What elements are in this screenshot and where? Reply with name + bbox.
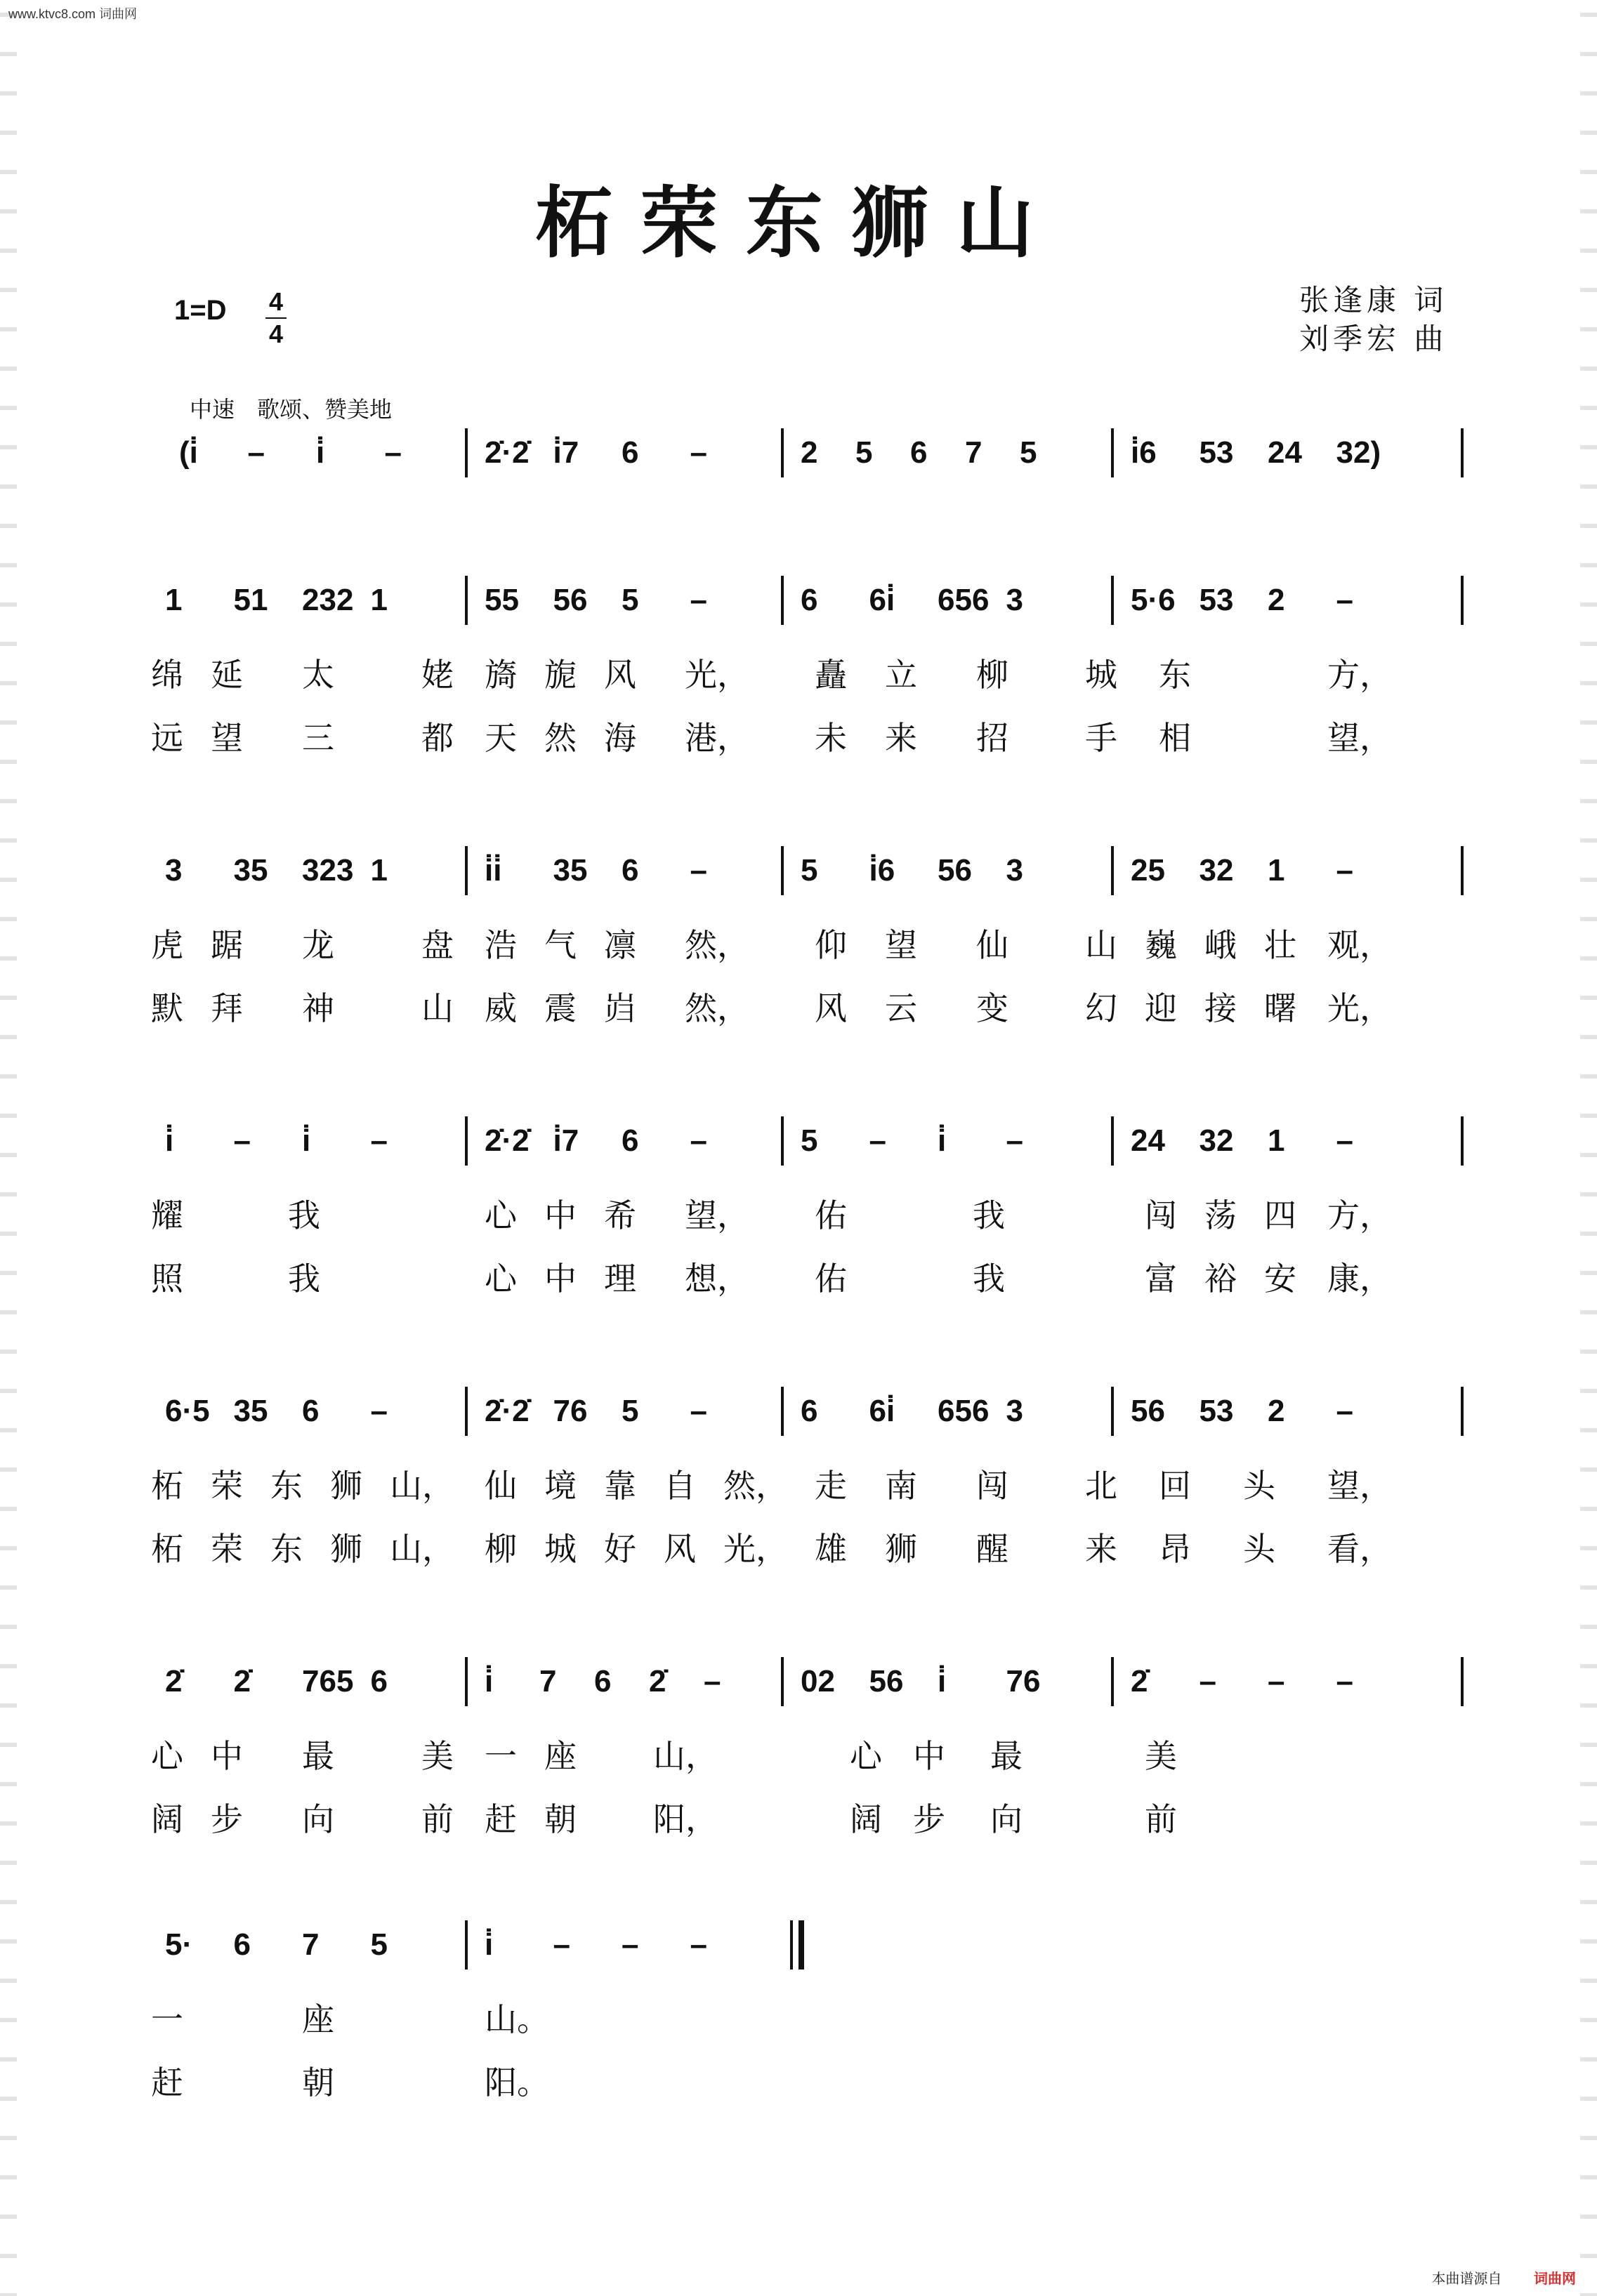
lyric-syllable: 变 [976, 989, 1008, 1027]
barline [1461, 428, 1464, 477]
lyric-syllable: 中 [544, 1260, 577, 1298]
jianpu-note: 56 [553, 583, 588, 617]
lyric-syllable: 耀 [151, 1196, 183, 1234]
jianpu-note: i̇i̇ [485, 853, 502, 888]
jianpu-note: i̇ [938, 1123, 947, 1158]
lyric-syllable: 北 [1085, 1467, 1117, 1505]
jianpu-note: – [622, 1927, 639, 1962]
jianpu-note: 656 [938, 583, 990, 617]
jianpu-note: 6 [302, 1394, 320, 1428]
jianpu-note: 3 [1006, 583, 1023, 617]
jianpu-note: – [1336, 583, 1353, 617]
lyric-syllable: 荣 [211, 1467, 243, 1505]
jianpu-note: – [233, 1123, 251, 1158]
barline [1461, 1387, 1464, 1436]
lyric-syllable: 拜 [211, 989, 243, 1027]
barline [781, 1116, 784, 1166]
page-footer [1431, 2267, 1576, 2288]
jianpu-note: i̇7 [553, 1123, 579, 1158]
jianpu-note: i̇ [165, 1123, 174, 1158]
footer-brand: 词曲网 [1534, 2271, 1576, 2287]
barline [465, 1920, 468, 1970]
lyric-syllable: 阳， [653, 1800, 718, 1838]
lyric-syllable: 向 [990, 1800, 1023, 1838]
lyric-syllable: 走 [815, 1467, 847, 1505]
jianpu-note: 2̇ [649, 1664, 666, 1698]
barline [465, 1657, 468, 1706]
lyric-syllable: 我 [973, 1260, 1005, 1298]
jianpu-note: 6·5 [165, 1394, 210, 1428]
lyric-syllable: 步 [211, 1800, 243, 1838]
jianpu-note: – [1336, 1123, 1353, 1158]
barline [781, 428, 784, 477]
lyric-syllable: 来 [885, 719, 917, 757]
jianpu-note: – [690, 853, 707, 888]
lyric-syllable: 我 [288, 1196, 320, 1234]
jianpu-note: 5 [1020, 435, 1037, 470]
barline [1111, 846, 1114, 895]
lyric-syllable: 想， [685, 1260, 749, 1298]
jianpu-note: 56 [869, 1664, 904, 1698]
lyric-syllable: 昂 [1159, 1530, 1191, 1568]
lyric-syllable: 前 [1145, 1800, 1177, 1838]
jianpu-note: 3 [1006, 853, 1023, 888]
lyric-syllable: 威 [485, 989, 517, 1027]
lyric-syllable: 光， [723, 1530, 788, 1568]
lyric-syllable: 回 [1159, 1467, 1191, 1505]
jianpu-note: 323 [302, 853, 354, 888]
lyric-syllable: 峨 [1204, 926, 1237, 964]
lyric-syllable: 靠 [604, 1467, 636, 1505]
lyric-syllable: 闯 [976, 1467, 1008, 1505]
jianpu-note: i̇6 [869, 853, 895, 888]
jianpu-note: 5·6 [1131, 583, 1176, 617]
jianpu-note: – [384, 435, 402, 470]
jianpu-note: 25 [1131, 853, 1165, 888]
jianpu-note: 6 [370, 1664, 388, 1698]
lyric-syllable: 接 [1204, 989, 1237, 1027]
lyric-syllable: 一 [485, 1737, 517, 1775]
barline [1461, 1657, 1464, 1706]
lyric-syllable: 旖 [485, 656, 517, 694]
lyric-syllable: 阔 [151, 1800, 183, 1838]
site-watermark: www.ktvc8.com 词曲网 [8, 7, 138, 21]
lyric-syllable: 佑 [815, 1260, 847, 1298]
jianpu-note: 5 [855, 435, 873, 470]
jianpu-note: – [690, 1927, 707, 1962]
lyric-syllable: 天 [485, 719, 517, 757]
lyric-syllable: 心 [151, 1737, 183, 1775]
time-signature-top: 4 [268, 287, 284, 316]
jianpu-note: 2̇·2̇ [485, 1123, 530, 1158]
lyric-syllable: 手 [1085, 719, 1117, 757]
lyric-syllable: 境 [544, 1467, 577, 1505]
jianpu-note: 76 [553, 1394, 588, 1428]
lyric-syllable: 城 [1085, 656, 1117, 694]
jianpu-note: 24 [1268, 435, 1302, 470]
jianpu-note: 1 [1268, 1123, 1285, 1158]
jianpu-note: – [1268, 1664, 1285, 1698]
jianpu-note: 1 [165, 583, 183, 617]
jianpu-note: i̇ [485, 1664, 494, 1698]
lyric-syllable: 太 [302, 656, 334, 694]
lyric-syllable: 最 [302, 1737, 334, 1775]
lyric-syllable: 望， [1327, 1467, 1392, 1505]
lyric-syllable: 阳。 [485, 2064, 549, 2102]
jianpu-note: i̇ [485, 1927, 494, 1962]
jianpu-note: 6 [801, 1394, 818, 1428]
lyric-syllable: 雄 [815, 1530, 847, 1568]
lyric-syllable: 然 [544, 719, 577, 757]
lyric-syllable: 招 [976, 719, 1008, 757]
jianpu-note: i̇ [316, 435, 325, 470]
barline [1461, 1116, 1464, 1166]
jianpu-note: 51 [233, 583, 268, 617]
barline [781, 1387, 784, 1436]
lyric-syllable: 理 [604, 1260, 636, 1298]
jianpu-note: 5 [622, 583, 639, 617]
lyric-syllable: 凛 [604, 926, 636, 964]
jianpu-note: 6i̇ [869, 1394, 895, 1428]
jianpu-note: – [704, 1664, 721, 1698]
barline [465, 576, 468, 625]
lyric-syllable: 仙 [976, 926, 1008, 964]
barline [1111, 1657, 1114, 1706]
jianpu-note: – [553, 1927, 570, 1962]
jianpu-note: 53 [1199, 1394, 1234, 1428]
lyric-syllable: 默 [151, 989, 183, 1027]
lyric-syllable: 立 [885, 656, 917, 694]
lyricist-credit: 张逢康 词 [1299, 283, 1448, 317]
lyric-syllable: 风 [604, 656, 636, 694]
lyric-syllable: 富 [1145, 1260, 1177, 1298]
lyric-syllable: 望 [885, 926, 917, 964]
lyric-syllable: 望 [211, 719, 243, 757]
lyric-syllable: 荡 [1204, 1196, 1237, 1234]
lyric-syllable: 然， [723, 1467, 788, 1505]
barline [1111, 1387, 1114, 1436]
left-border-pattern [0, 0, 17, 2296]
lyric-syllable: 仙 [485, 1467, 517, 1505]
lyric-syllable: 然， [685, 989, 749, 1027]
lyric-syllable: 东 [1159, 656, 1191, 694]
jianpu-note: 6 [594, 1664, 612, 1698]
lyric-syllable: 朝 [544, 1800, 577, 1838]
barline [781, 576, 784, 625]
lyric-syllable: 巍 [1145, 926, 1177, 964]
jianpu-note: 53 [1199, 583, 1234, 617]
lyric-syllable: 光， [685, 656, 749, 694]
lyric-syllable: 头 [1243, 1467, 1275, 1505]
lyric-syllable: 岿 [604, 989, 636, 1027]
lyric-syllable: 山 [421, 989, 454, 1027]
lyric-syllable: 前 [421, 1800, 454, 1838]
lyric-syllable: 好 [604, 1530, 636, 1568]
jianpu-note: 3 [165, 853, 183, 888]
lyric-syllable: 都 [421, 719, 454, 757]
jianpu-note: 765 [302, 1664, 354, 1698]
lyric-syllable: 云 [885, 989, 917, 1027]
lyric-syllable: 观， [1327, 926, 1392, 964]
jianpu-note: 1 [370, 583, 388, 617]
lyric-syllable: 中 [544, 1196, 577, 1234]
jianpu-note: 2 [1268, 1394, 1285, 1428]
lyric-syllable: 方， [1327, 1196, 1392, 1234]
final-barline [798, 1920, 804, 1970]
lyric-syllable: 心 [485, 1260, 517, 1298]
barline [781, 846, 784, 895]
lyric-syllable: 中 [211, 1737, 243, 1775]
lyric-syllable: 山。 [485, 2000, 549, 2038]
lyric-syllable: 迎 [1145, 989, 1177, 1027]
lyric-syllable: 城 [544, 1530, 577, 1568]
jianpu-note: – [1336, 853, 1353, 888]
jianpu-note: 2 [1268, 583, 1285, 617]
jianpu-note: 2̇ [1131, 1664, 1148, 1698]
jianpu-note: 6 [622, 1123, 639, 1158]
jianpu-note: 656 [938, 1394, 990, 1428]
lyric-syllable: 看， [1327, 1530, 1392, 1568]
lyric-syllable: 一 [151, 2000, 183, 2038]
jianpu-note: – [370, 1123, 388, 1158]
lyric-syllable: 安 [1264, 1260, 1296, 1298]
barline [1461, 576, 1464, 625]
jianpu-note: 35 [233, 853, 268, 888]
lyric-syllable: 壮 [1264, 926, 1296, 964]
jianpu-note: 56 [1131, 1394, 1165, 1428]
jianpu-note: 2 [801, 435, 818, 470]
jianpu-note: 6 [622, 853, 639, 888]
jianpu-note: 5 [370, 1927, 388, 1962]
lyric-syllable: 山 [1085, 926, 1117, 964]
lyric-syllable: 望， [685, 1196, 749, 1234]
barline [1111, 1116, 1114, 1166]
jianpu-note: i̇ [302, 1123, 311, 1158]
lyric-syllable: 座 [302, 2000, 334, 2038]
lyric-syllable: 仰 [815, 926, 847, 964]
lyric-syllable: 姥 [421, 656, 454, 694]
lyric-syllable: 延 [211, 656, 243, 694]
lyric-syllable: 望， [1327, 719, 1392, 757]
lyric-syllable: 虎 [151, 926, 183, 964]
jianpu-note: 32 [1199, 1123, 1234, 1158]
jianpu-note: 7 [965, 435, 982, 470]
barline [1111, 576, 1114, 625]
jianpu-note: 7 [539, 1664, 557, 1698]
lyric-syllable: 光， [1327, 989, 1392, 1027]
jianpu-note: – [370, 1394, 388, 1428]
lyric-syllable: 座 [544, 1737, 577, 1775]
lyric-syllable: 醒 [976, 1530, 1008, 1568]
jianpu-note: – [690, 1394, 707, 1428]
lyric-syllable: 盘 [421, 926, 454, 964]
jianpu-note: 232 [302, 583, 354, 617]
barline [790, 1920, 793, 1970]
lyric-syllable: 康， [1327, 1260, 1392, 1298]
jianpu-note: 2̇·2̇ [485, 435, 530, 470]
lyric-syllable: 神 [302, 989, 334, 1027]
jianpu-note: 1 [1268, 853, 1285, 888]
lyric-syllable: 绵 [151, 656, 183, 694]
lyric-syllable: 山， [390, 1530, 454, 1568]
lyric-syllable: 自 [664, 1467, 696, 1505]
jianpu-note: – [690, 1123, 707, 1158]
lyric-syllable: 柳 [976, 656, 1008, 694]
jianpu-note: 1 [370, 853, 388, 888]
jianpu-note: 6i̇ [869, 583, 895, 617]
song-title: 柘荣东狮山 [535, 178, 1062, 268]
lyric-syllable: 心 [485, 1196, 517, 1234]
jianpu-note: – [1199, 1664, 1216, 1698]
lyric-syllable: 柘 [151, 1530, 183, 1568]
jianpu-note: – [690, 583, 707, 617]
jianpu-note: – [247, 435, 265, 470]
jianpu-note: 35 [553, 853, 588, 888]
lyric-syllable: 东 [270, 1530, 303, 1568]
lyric-syllable: 港， [685, 719, 749, 757]
lyric-syllable: 风 [664, 1530, 696, 1568]
key-signature: 1=D [174, 295, 227, 326]
barline [1461, 846, 1464, 895]
lyric-syllable: 裕 [1204, 1260, 1237, 1298]
lyric-syllable: 向 [302, 1800, 334, 1838]
lyric-syllable: 旎 [544, 656, 577, 694]
tempo-marking: 中速 歌颂、赞美地 [190, 396, 393, 423]
lyric-syllable: 柘 [151, 1467, 183, 1505]
lyric-syllable: 步 [913, 1800, 945, 1838]
jianpu-note: – [690, 435, 707, 470]
jianpu-note: 35 [233, 1394, 268, 1428]
jianpu-note: 56 [938, 853, 972, 888]
lyric-syllable: 阔 [850, 1800, 882, 1838]
lyric-syllable: 然， [685, 926, 749, 964]
barline [781, 1657, 784, 1706]
jianpu-note: – [1336, 1394, 1353, 1428]
jianpu-note: 7 [302, 1927, 320, 1962]
lyric-syllable: 柳 [485, 1530, 517, 1568]
lyric-syllable: 南 [885, 1467, 917, 1505]
jianpu-note: i̇ [938, 1664, 947, 1698]
lyric-syllable: 未 [815, 719, 847, 757]
lyric-syllable: 来 [1085, 1530, 1117, 1568]
composer-credit: 刘季宏 曲 [1299, 322, 1448, 356]
jianpu-note: 5· [165, 1927, 193, 1962]
lyric-syllable: 狮 [330, 1530, 362, 1568]
lyric-syllable: 心 [850, 1737, 882, 1775]
jianpu-note: 55 [485, 583, 519, 617]
jianpu-note: 24 [1131, 1123, 1165, 1158]
jianpu-note: 53 [1199, 435, 1234, 470]
lyric-syllable: 美 [421, 1737, 454, 1775]
jianpu-note: 2̇ [233, 1664, 251, 1698]
barline [465, 1387, 468, 1436]
lyric-syllable: 赶 [485, 1800, 517, 1838]
jianpu-note: 5 [622, 1394, 639, 1428]
lyric-syllable: 最 [990, 1737, 1023, 1775]
lyric-syllable: 美 [1145, 1737, 1177, 1775]
barline [465, 428, 468, 477]
lyric-syllable: 狮 [885, 1530, 917, 1568]
jianpu-note: 32 [1199, 853, 1234, 888]
lyric-syllable: 远 [151, 719, 183, 757]
lyric-syllable: 踞 [211, 926, 243, 964]
lyric-syllable: 幻 [1085, 989, 1117, 1027]
lyric-syllable: 相 [1159, 719, 1191, 757]
jianpu-note: 2̇·2̇ [485, 1394, 530, 1428]
jianpu-note: 02 [801, 1664, 835, 1698]
jianpu-note: – [1336, 1664, 1353, 1698]
lyric-syllable: 东 [270, 1467, 303, 1505]
jianpu-note: 3 [1006, 1394, 1023, 1428]
lyric-syllable: 海 [604, 719, 636, 757]
lyric-syllable: 山， [390, 1467, 454, 1505]
lyric-syllable: 我 [973, 1196, 1005, 1234]
lyric-syllable: 荣 [211, 1530, 243, 1568]
footer-source: 本曲谱源自 [1431, 2271, 1502, 2287]
lyric-syllable: 震 [544, 989, 577, 1027]
lyric-syllable: 曙 [1264, 989, 1296, 1027]
time-signature-bottom: 4 [268, 319, 284, 348]
jianpu-note: 5 [801, 853, 818, 888]
lyric-syllable: 山， [653, 1737, 718, 1775]
jianpu-note: (i̇ [179, 435, 198, 470]
lyric-syllable: 赶 [151, 2064, 183, 2102]
lyric-syllable: 我 [288, 1260, 320, 1298]
jianpu-note: 2̇ [165, 1664, 183, 1698]
lyric-syllable: 中 [913, 1737, 945, 1775]
time-signature [265, 288, 287, 348]
lyric-syllable: 佑 [815, 1196, 847, 1234]
jianpu-note: – [869, 1123, 886, 1158]
lyric-syllable: 气 [544, 926, 577, 964]
right-border-pattern [1580, 0, 1597, 2296]
lyric-syllable: 闯 [1145, 1196, 1177, 1234]
jianpu-note: 6 [233, 1927, 251, 1962]
lyric-syllable: 三 [302, 719, 334, 757]
lyric-syllable: 矗 [815, 656, 847, 694]
barline [465, 1116, 468, 1166]
jianpu-note: 6 [801, 583, 818, 617]
jianpu-note: i̇6 [1131, 435, 1157, 470]
lyric-syllable: 朝 [302, 2064, 334, 2102]
lyric-syllable: 狮 [330, 1467, 362, 1505]
jianpu-note: – [1006, 1123, 1023, 1158]
lyric-syllable: 浩 [485, 926, 517, 964]
jianpu-note: 32) [1336, 435, 1381, 470]
jianpu-note: 76 [1006, 1664, 1041, 1698]
lyric-syllable: 龙 [302, 926, 334, 964]
lyric-syllable: 风 [815, 989, 847, 1027]
barline [1111, 428, 1114, 477]
lyric-syllable: 头 [1243, 1530, 1275, 1568]
jianpu-note: 5 [801, 1123, 818, 1158]
jianpu-note: 6 [622, 435, 639, 470]
jianpu-note: 6 [910, 435, 928, 470]
lyric-syllable: 四 [1264, 1196, 1296, 1234]
jianpu-note: i̇7 [553, 435, 579, 470]
lyric-syllable: 方， [1327, 656, 1392, 694]
barline [465, 846, 468, 895]
lyric-syllable: 照 [151, 1260, 183, 1298]
lyric-syllable: 希 [604, 1196, 636, 1234]
